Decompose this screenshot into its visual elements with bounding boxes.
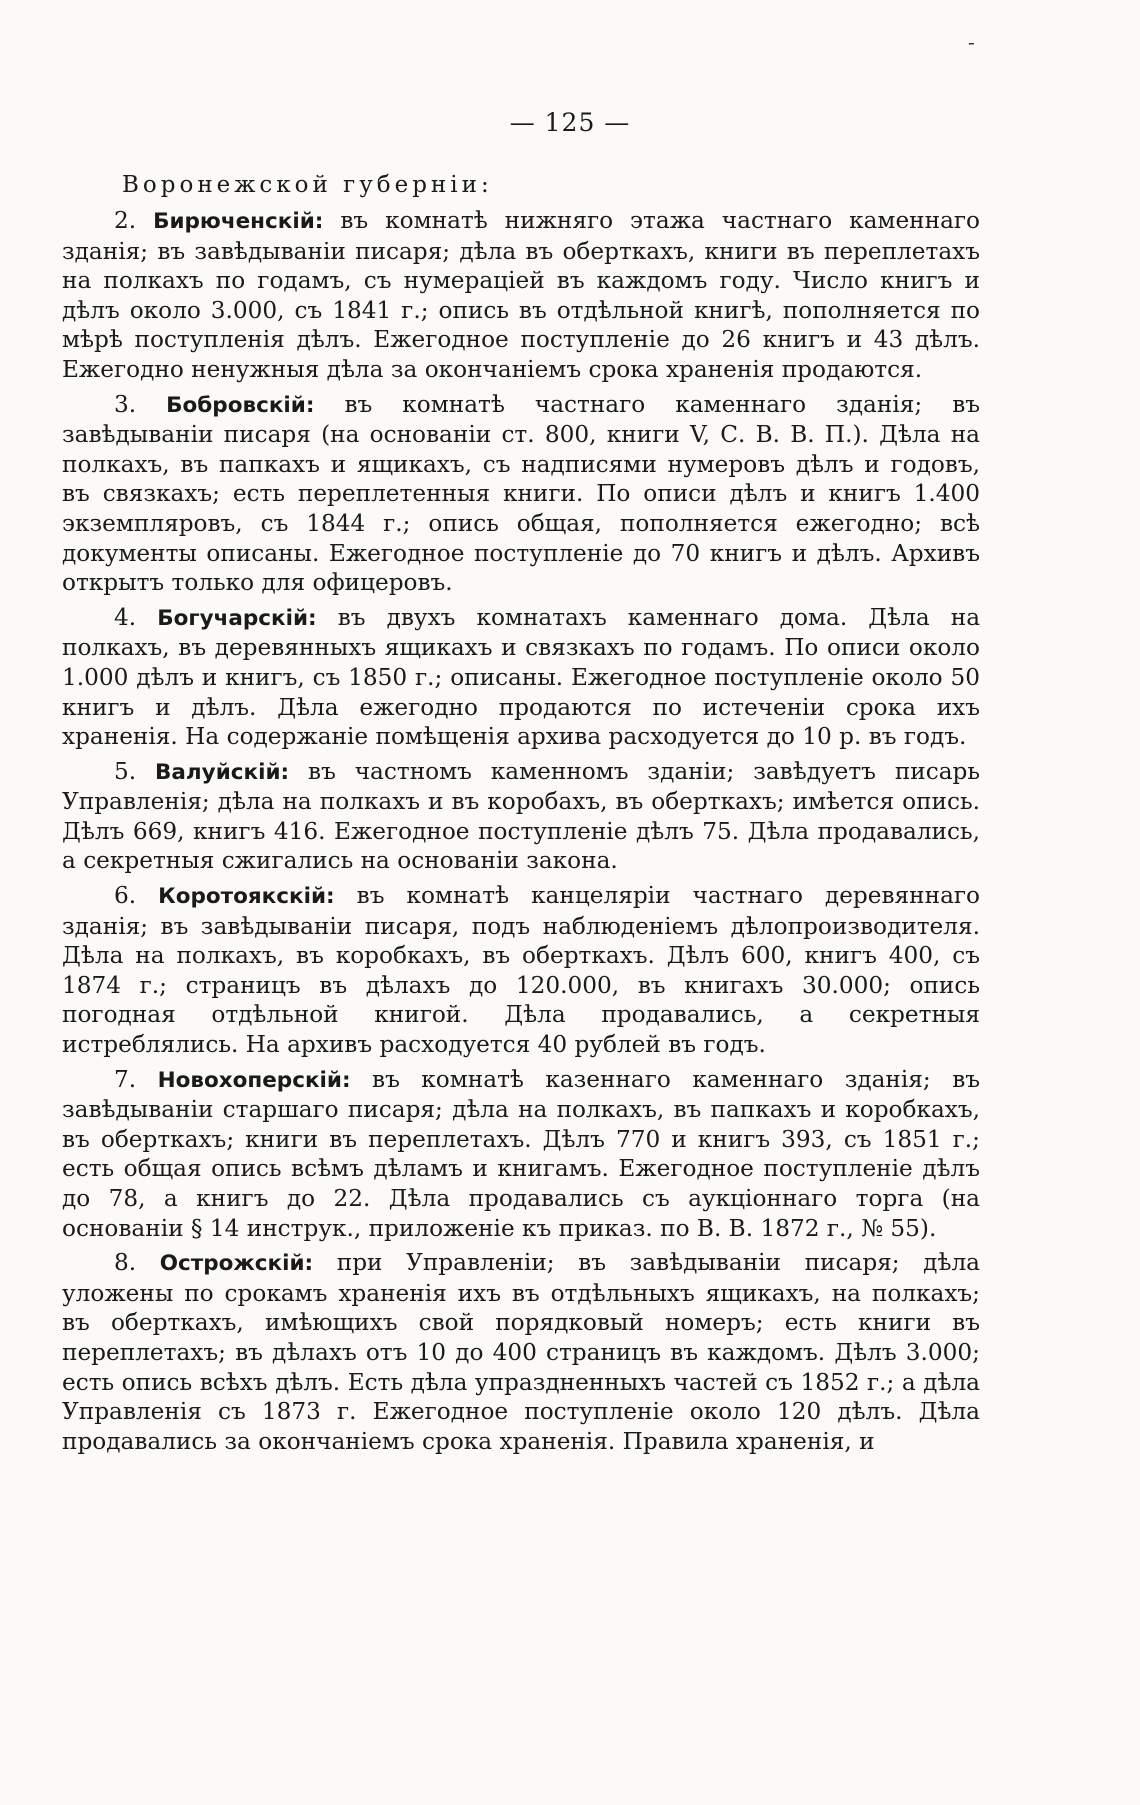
entry-number: 7. xyxy=(114,1065,137,1093)
entry-text: въ комнатѣ нижняго этажа частнаго каменнаго зданія; въ завѣдываніи писаря; дѣла въ оберткахъ, книги въ переплетахъ на полкахъ по годамъ, съ нумераціей въ каждомъ году. Число книгъ и дѣлъ около 3.000, съ 1841 г.; опись въ отдѣльной книгѣ, пополняется по мѣрѣ поступленія дѣлъ. Ежегодное поступленіе до 26 книгъ и 43 дѣлъ. Ежегодно ненужныя дѣла за окончаніемъ срока храненія продаются. xyxy=(62,207,981,383)
page-number: — 125 — xyxy=(509,108,631,137)
section-heading: Воронежской губерніи: xyxy=(122,172,493,198)
entry-ostrozhsky xyxy=(62,1248,980,1456)
entry-text: въ частномъ каменномъ зданіи; завѣдуетъ писарь Управленія; дѣла на полкахъ и въ коробахъ, въ оберткахъ; имѣется опись. Дѣлъ 669, книгъ 416. Ежегодное поступленіе дѣлъ 75. Дѣла продавались, а секретныя сжигались на основаніи закона. xyxy=(62,757,981,875)
entry-number: 3. xyxy=(114,390,137,418)
district-name: Острожскій: xyxy=(159,1251,314,1277)
body-text xyxy=(62,170,980,1461)
entry-text: въ комнатѣ частнаго каменнаго зданія; въ завѣдываніи писаря (на основаніи ст. 800, книги V, С. В. В. П.). Дѣла на полкахъ, въ папкахъ и ящикахъ, съ надписями нумеровъ дѣлъ и годовъ, въ связкахъ; есть переплетенныя книги. По описи дѣлъ и книгъ 1.400 экземпляровъ, съ 1844 г.; опись общая, пополняется ежегодно; всѣ документы описаны. Ежегодное поступленіе до 70 книгъ и дѣлъ. Архивъ открытъ только для офицеровъ. xyxy=(62,390,981,597)
district-name: Коротоякскій: xyxy=(158,884,335,910)
district-name: Валуйскій: xyxy=(155,759,290,785)
district-name: Богучарскій: xyxy=(157,605,317,631)
district-name: Новохоперскій: xyxy=(157,1067,351,1093)
entry-bobrovsky xyxy=(62,390,980,598)
entry-boguchar xyxy=(62,603,980,752)
corner-mark: - xyxy=(968,30,975,54)
entry-biryuchensky xyxy=(62,206,980,385)
district-name: Бирюченскій: xyxy=(153,209,324,234)
entry-korotoyaksky xyxy=(62,881,980,1060)
entry-text: въ двухъ комнатахъ каменнаго дома. Дѣла на полкахъ, въ деревянныхъ ящикахъ и связкахъ по годамъ. По описи около 1.000 дѣлъ и книгъ, съ 1850 г.; описаны. Ежегодное поступленіе около 50 книгъ и дѣлъ. Дѣла ежегодно продаются по истеченіи срока ихъ храненія. На содержаніе помѣщенія архива расходуется до 10 р. въ годъ. xyxy=(62,603,981,751)
entry-valuysky xyxy=(62,757,980,876)
entry-number: 8. xyxy=(114,1249,137,1277)
entry-novokhopersky xyxy=(62,1065,980,1244)
entry-number: 4. xyxy=(114,603,137,631)
entry-text: въ комнатѣ канцеляріи частнаго деревяннаго зданія; въ завѣдываніи писаря, подъ наблюденіемъ дѣлопроизводителя. Дѣла на полкахъ, въ коробкахъ, въ оберткахъ. Дѣлъ 600, книгъ 400, съ 1874 г.; страницъ въ дѣлахъ до 120.000, въ книгахъ 30.000; опись погодная отдѣльной книгой. Дѣла продавались, а секретныя истреблялись. На архивъ расходуется 40 рублей въ годъ. xyxy=(62,882,981,1059)
entry-text: при Управленіи; въ завѣдываніи писаря; дѣла уложены по срокамъ храненія ихъ въ отдѣльныхъ ящикахъ, на полкахъ; въ оберткахъ, имѣющихъ свой порядковый номеръ; есть книги въ переплетахъ; въ дѣлахъ отъ 10 до 400 страницъ въ каждомъ. Дѣлъ 3.000; есть опись всѣхъ дѣлъ. Есть дѣла упраздненныхъ частей съ 1852 г.; а дѣла Управленія съ 1873 г. Ежегодное поступленіе около 120 дѣлъ. Дѣла продавались за окончаніемъ срока храненія. Правила храненія, и xyxy=(62,1249,981,1455)
entry-number: 2. xyxy=(114,207,137,234)
district-name: Бобровскій: xyxy=(166,392,315,418)
entry-number: 5. xyxy=(114,757,137,785)
entry-number: 6. xyxy=(114,882,137,910)
entry-text: въ комнатѣ казеннаго каменнаго зданія; въ завѣдываніи старшаго писаря; дѣла на полкахъ, въ папкахъ и коробкахъ, въ оберткахъ; книги въ переплетахъ. Дѣлъ 770 и книгъ 393, съ 1851 г.; есть общая опись всѣмъ дѣламъ и книгамъ. Ежегодное поступленіе дѣлъ до 78, а книгъ до 22. Дѣла продавались съ аукціоннаго торга (на основаніи § 14 инструк., приложеніе къ приказ. по В. В. 1872 г., № 55). xyxy=(62,1065,981,1242)
